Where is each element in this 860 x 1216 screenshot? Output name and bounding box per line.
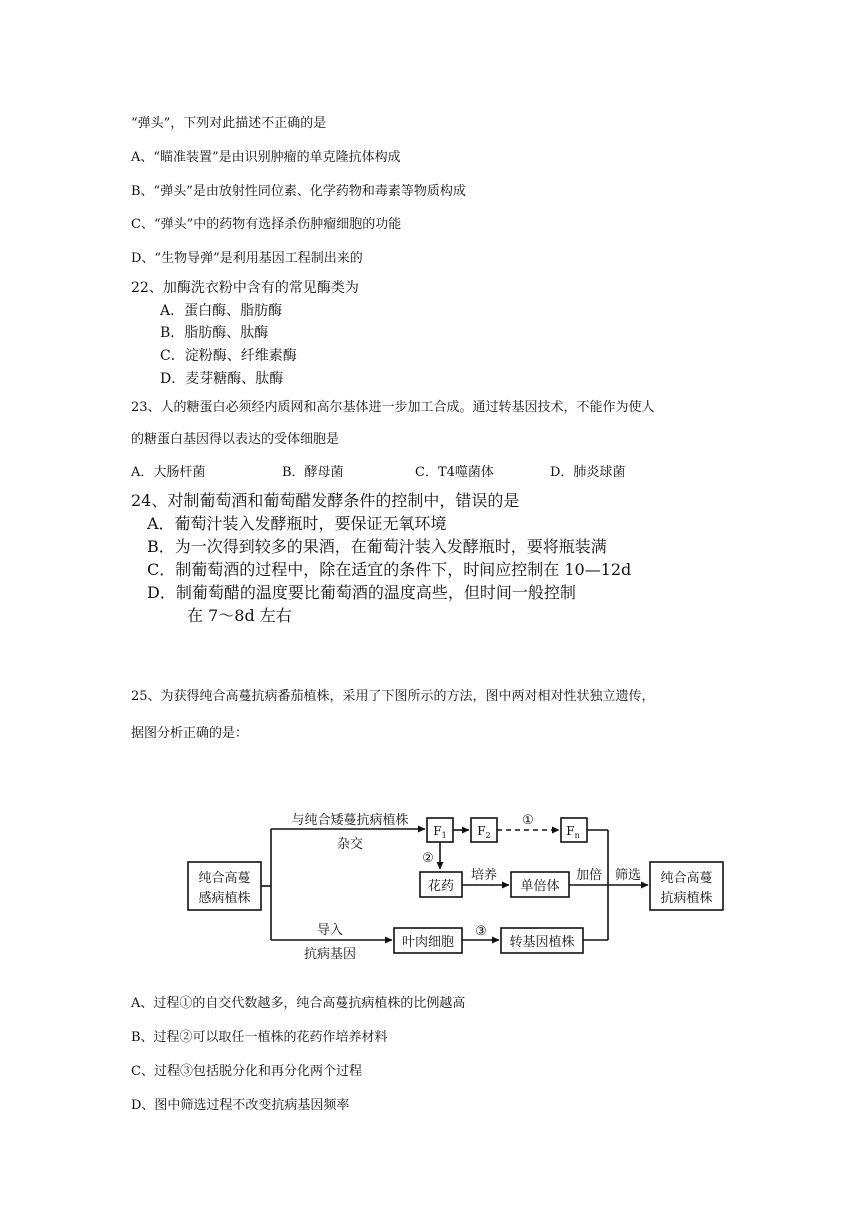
q25-option-c: C、过程③包括脱分化和再分化两个过程 bbox=[131, 1064, 362, 1079]
q22-stem: 22、加酶洗衣粉中含有的常见酶类为 bbox=[131, 280, 359, 296]
start-label-line2: 感病植株 bbox=[198, 891, 251, 906]
leaf-cell-label: 叶肉细胞 bbox=[401, 935, 455, 950]
q25-option-d: D、图中筛选过程不改变抗病基因频率 bbox=[131, 1098, 350, 1113]
q25-stem-line1: 25、为获得纯合高蔓抗病番茄植株，采用了下图所示的方法，图中两对相对性状独立遗传， bbox=[131, 689, 655, 704]
culture-label: 培养 bbox=[470, 868, 498, 883]
step3-marker: ③ bbox=[475, 924, 487, 939]
q21-option-c: C、“弹头”中的药物有选择杀伤肿瘤细胞的功能 bbox=[131, 217, 402, 232]
q22-option-c: C．淀粉酶、纤维素酶 bbox=[160, 348, 297, 364]
q21-stem-tail: “弹头”，下列对此描述不正确的是 bbox=[131, 116, 327, 131]
q25-stem-line2: 据图分析正确的是： bbox=[131, 726, 249, 741]
f2-label: $F_2$ bbox=[477, 824, 491, 840]
f1-label: $F_1$ bbox=[433, 824, 447, 840]
q22-option-a: A．蛋白酶、脂肪酶 bbox=[160, 303, 283, 319]
end-label-line2: 抗病植株 bbox=[660, 891, 713, 906]
cross-label-top: 与纯合矮蔓抗病植株 bbox=[291, 813, 409, 828]
q23-option-c: C．T4噬菌体 bbox=[415, 465, 494, 480]
transgenic-label: 转基因植株 bbox=[509, 935, 575, 950]
anther-label: 花药 bbox=[427, 879, 455, 894]
q23-option-a: A．大肠杆菌 bbox=[131, 465, 206, 480]
q24-option-d: D．制葡萄醋的温度要比葡萄酒的温度高些，但时间一般控制 bbox=[147, 583, 576, 602]
q24-option-c: C．制葡萄酒的过程中，除在适宜的条件下，时间应控制在 10—12d bbox=[147, 560, 632, 579]
q23-stem-line2: 的糖蛋白基因得以表达的受体细胞是 bbox=[131, 432, 340, 447]
step1-marker: ① bbox=[522, 813, 534, 828]
q23-option-b: B．酵母菌 bbox=[282, 465, 344, 480]
q23-stem-line1: 23、人的糖蛋白必须经内质网和高尔基体进一步加工合成。通过转基因技术，不能作为使人 bbox=[131, 400, 655, 415]
q24-option-b: B．为一次得到较多的果酒，在葡萄汁装入发酵瓶时，要将瓶装满 bbox=[147, 537, 607, 556]
q23-option-d: D．肺炎球菌 bbox=[550, 465, 626, 480]
start-label-line1: 纯合高蔓 bbox=[198, 871, 251, 886]
q24-option-a: A．葡萄汁装入发酵瓶时，要保证无氧环境 bbox=[147, 514, 447, 533]
import-label-top: 导入 bbox=[316, 923, 344, 938]
haploid-label: 单倍体 bbox=[520, 879, 560, 894]
q21-option-a: A、“瞄准装置”是由识别肿瘤的单克隆抗体构成 bbox=[131, 150, 401, 165]
cross-label-bottom: 杂交 bbox=[336, 837, 364, 852]
q22-option-b: B．脂肪酶、肽酶 bbox=[160, 325, 269, 341]
step2-marker: ② bbox=[422, 851, 434, 866]
q25-option-a: A、过程①的自交代数越多，纯合高蔓抗病植株的比例越高 bbox=[131, 996, 466, 1011]
q24-stem: 24、对制葡萄酒和葡萄醋发酵条件的控制中，错误的是 bbox=[131, 491, 520, 510]
q21-option-b: B、“弹头”是由放射性同位素、化学药物和毒素等物质构成 bbox=[131, 184, 466, 199]
double-label: 加倍 bbox=[575, 868, 603, 883]
fn-label: $F_n$ bbox=[566, 824, 580, 840]
q25-option-b: B、过程②可以取任一植株的花药作培养材料 bbox=[131, 1030, 388, 1045]
q22-option-d: D．麦芽糖酶、肽酶 bbox=[160, 371, 284, 387]
import-label-bottom: 抗病基因 bbox=[303, 947, 357, 962]
end-label-line1: 纯合高蔓 bbox=[660, 871, 713, 886]
q24-option-d-continued: 在 7～8d 左右 bbox=[187, 606, 292, 625]
q21-option-d: D、“生物导弹”是利用基因工程制出来的 bbox=[131, 251, 363, 266]
screen-label: 筛选 bbox=[614, 868, 642, 883]
